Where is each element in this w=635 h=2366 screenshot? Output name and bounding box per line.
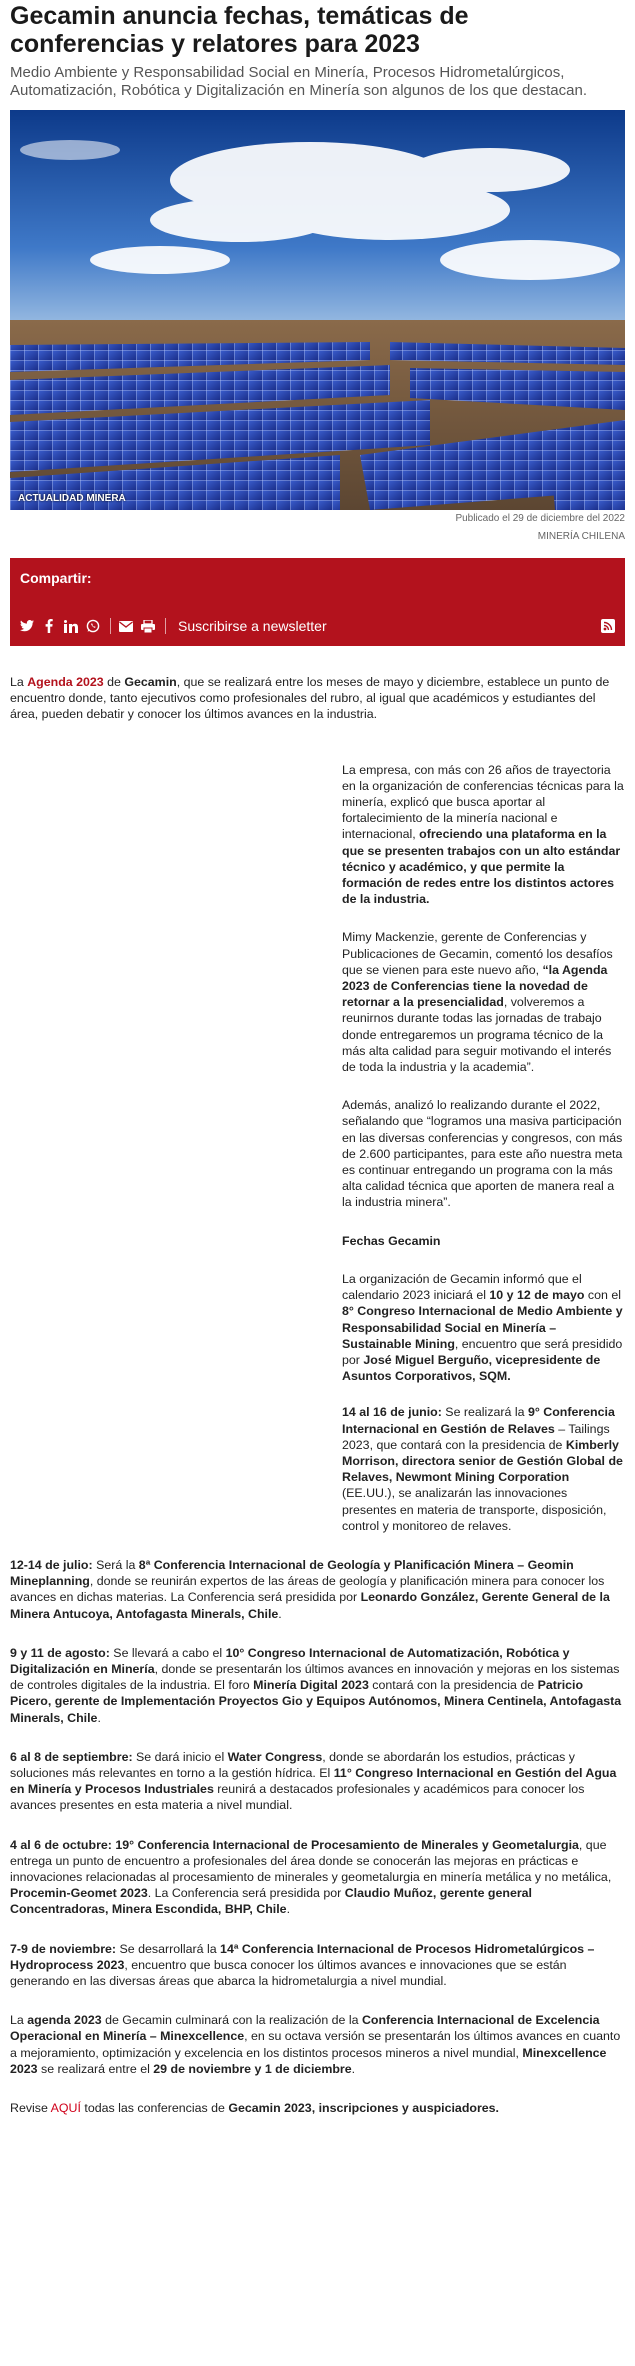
linkedin-icon[interactable]: [64, 619, 78, 633]
article-headline: Gecamin anuncia fechas, temáticas de conferencias y relatores para 2023: [10, 2, 469, 58]
hero-image[interactable]: [10, 110, 625, 510]
rss-icon[interactable]: [601, 619, 615, 633]
solar-panels-image: [10, 110, 625, 510]
newsletter-link[interactable]: Suscribirse a newsletter: [178, 618, 327, 634]
paragraph: La agenda 2023 de Gecamin culminará con la realización de la Conferencia Internacional de Excelencia Operacional en Minería – Minexcellence, en su octava versión se presentarán los últimos avances en cuanto a mejoramiento, optimización y excelencia en los distintos procesos mineros a nivel mundial, Minexcellence 2023 se realizará entre el 29 de noviembre y 1 de diciembre.: [10, 2013, 621, 2076]
image-label: ACTUALIDAD MINERA: [18, 493, 126, 504]
article-page: [10, 0, 625, 2116]
paragraph: La empresa, con más con 26 años de trayectoria en la organización de conferencias técnicas para la minería, explicó que busca aportar al fortalecimiento de la minería nacional e internacional, ofreciendo una plataforma en la que se presenten trabajos con un alto estándar técnico y académico, y que permite la formación de redes entre los distintos actores de la industria.: [342, 762, 624, 907]
whatsapp-icon[interactable]: [86, 619, 100, 633]
share-title: Compartir:: [20, 570, 92, 586]
published-date: Publicado el 29 de diciembre del 2022: [455, 513, 625, 524]
article-subtitle: Medio Ambiente y Responsabilidad Social en Minería, Procesos Hidrometalúrgicos, Automatización, Robótica y Digitalización en Minería son algunos de los que destacan.: [10, 64, 588, 99]
twitter-icon[interactable]: [20, 619, 34, 633]
paragraph: Además, analizó lo realizando durante el 2022, señalando que “logramos una masiva participación en las diversas conferencias y congresos, con más de 2.600 participantes, para este año nuestra meta es continuar entregando un programa con la más alta calidad técnica que aporten de manera real a la industria minera”.: [342, 1098, 623, 1210]
paragraph: 6 al 8 de septiembre: Se dará inicio el Water Congress, donde se abordarán los estudios, prácticas y soluciones más relevantes en torno a la gestión hídrica. El 11° Congreso Internacional en Gestión del Agua en Minería y Procesos Industriales reunirá a destacados profesionales y académicos para conocer los avances presentes en esta materia a nivel mundial.: [10, 1749, 617, 1813]
paragraph: 12-14 de julio: Será la 8ª Conferencia Internacional de Geología y Planificación Minera – Geomin Mineplanning, donde se reunirán expertos de las áreas de geología y planificación minera para conocer los avances en dichas materias. La Conferencia será presidida por Leonardo González, Gerente General de la Minera Antucoya, Antofagasta Minerals, Chile.: [10, 1557, 610, 1621]
paragraph: 14 al 16 de junio: Se realizará la 9° Conferencia Internacional en Gestión de Relaves – Tailings 2023, que contará con la presidencia de Kimberly Morrison, directora senior de Gestión Global de Relaves, Newmont Mining Corporation (EE.UU.), se analizarán las innovaciones presentes en materia de transporte, disposición, control y monitoreo de relaves.: [342, 1405, 623, 1533]
side-column: [342, 762, 625, 1385]
section-heading: Fechas Gecamin: [342, 1233, 441, 1248]
paragraph: 7-9 de noviembre: Se desarrollará la 14ª Conferencia Internacional de Procesos Hidrometalúrgicos – Hydroprocess 2023, encuentro que busca conocer los últimos avances e innovaciones que se están generando en las diversas áreas que abarca la hidrometalurgia a nivel mundial.: [10, 1941, 595, 1988]
share-divider: [165, 618, 166, 634]
paragraph: Mimy Mackenzie, gerente de Conferencias y Publicaciones de Gecamin, comentó los desafíos que se vienen para este nuevo año, “la Agenda 2023 de Conferencias tiene la novedad de retornar a la presencialidad, volveremos a reunirnos durante todas las jornadas de trabajo donde entregaremos un programa técnico de la más alta calidad para seguir motivando el interés de toda la industria y la academia”.: [342, 930, 613, 1075]
email-icon[interactable]: [119, 619, 133, 633]
lead-paragraph: La Agenda 2023 de Gecamin, que se realizará entre los meses de mayo y diciembre, establece un punto de encuentro donde, tanto ejecutivos como profesionales del rubro, al igual que académicos y estudiantes del área, pueden debatir y conocer los últimos avances en la industria.: [10, 675, 610, 722]
share-bar: [10, 558, 625, 646]
facebook-icon[interactable]: [42, 619, 56, 633]
print-icon[interactable]: [141, 619, 155, 633]
article-meta: [10, 510, 625, 546]
share-actions: [20, 616, 615, 636]
paragraph: 4 al 6 de octubre: 19° Conferencia Internacional de Procesamiento de Minerales y Geometalurgia, que entrega un punto de encuentro a profesionales del área donde se conocerán las mejoras en prácticas e innovaciones relacionadas al procesamiento de minerales y geometalurgia en minería metálica y no metálica, Procemin-Geomet 2023. La Conferencia será presidida por Claudio Muñoz, gerente general Concentradoras, Minera Escondida, BHP, Chile.: [10, 1837, 612, 1917]
article-source: MINERÍA CHILENA: [537, 531, 625, 542]
closing-paragraph: Revise AQUÍ todas las conferencias de Gecamin 2023, inscripciones y auspiciadores.: [10, 2101, 500, 2116]
article-body: [10, 674, 625, 2116]
share-divider: [110, 618, 111, 634]
paragraph: La organización de Gecamin informó que el calendario 2023 iniciará el 10 y 12 de mayo con el 8° Congreso Internacional de Medio Ambiente y Responsabilidad Social en Minería – Sustainable Mining, encuentro que será presidido por José Miguel Berguño, vicepresidente de Asuntos Corporativos, SQM.: [342, 1271, 623, 1384]
paragraph: 9 y 11 de agosto: Se llevará a cabo el 10° Congreso Internacional de Automatización, Robótica y Digitalización en Minería, donde se presentarán los últimos avances en innovación y mejoras en los sistemas de controles digitales de la industria. El foro Minería Digital 2023 contará con la presidencia de Patricio Picero, gerente de Implementación Proyectos Gio y Equipos Autónomos, Minera Centinela, Antofagasta Minerals, Chile.: [10, 1645, 622, 1725]
conferences-link[interactable]: AQUÍ: [50, 2101, 81, 2116]
agenda-link[interactable]: Agenda 2023: [27, 675, 104, 689]
